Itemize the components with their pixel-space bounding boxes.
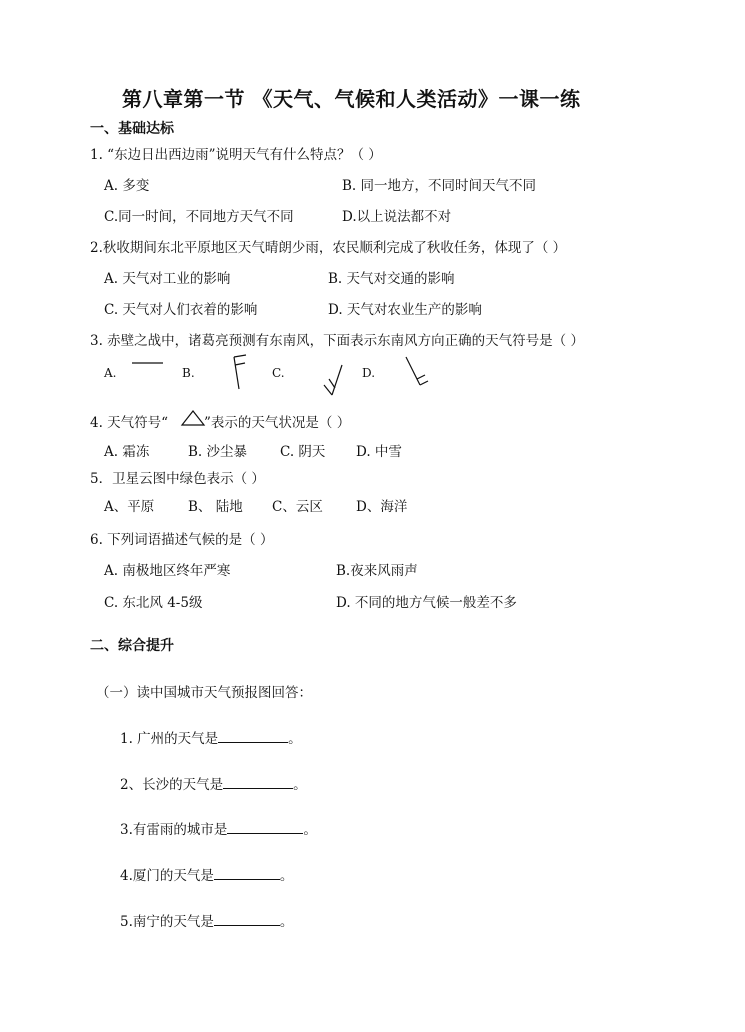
question-3-option-d: D. bbox=[362, 366, 376, 380]
question-3-option-c: C. bbox=[272, 366, 285, 380]
fill-in-item bbox=[120, 913, 293, 931]
section-heading-basic: 一、基础达标 bbox=[90, 121, 174, 137]
question-4-option-c: C. 阴天 bbox=[280, 444, 326, 460]
fill-in-end: 。 bbox=[303, 822, 317, 838]
fill-in-end: 。 bbox=[279, 914, 294, 930]
fill-in-end: 。 bbox=[279, 868, 294, 884]
triangle-weather-symbol-icon bbox=[180, 409, 206, 427]
question-6-stem: 6. 下列词语描述气候的是（ ） bbox=[90, 532, 274, 548]
part-1-instruction: （一）读中国城市天气预报图回答： bbox=[96, 685, 312, 701]
answer-blank[interactable] bbox=[214, 867, 280, 880]
answer-blank[interactable] bbox=[218, 730, 288, 743]
answer-blank[interactable] bbox=[214, 913, 280, 926]
question-5-stem: 5．卫星云图中绿色表示（ ） bbox=[90, 471, 265, 487]
question-4-option-b: B. 沙尘暴 bbox=[188, 444, 248, 460]
fill-in-item bbox=[120, 776, 307, 794]
section-heading-comprehensive: 二、综合提升 bbox=[90, 638, 174, 654]
wind-symbol-d-icon bbox=[402, 355, 432, 389]
fill-in-label: 4.厦门的天气是 bbox=[120, 868, 214, 884]
question-5-option-c: C、云区 bbox=[272, 499, 323, 515]
question-1-stem: 1. “东边日出西边雨”说明天气有什么特点？（ ） bbox=[90, 147, 382, 163]
fill-in-item bbox=[120, 821, 317, 839]
question-6-option-d: D. 不同的地方气候一般差不多 bbox=[336, 595, 517, 611]
fill-in-end: 。 bbox=[293, 777, 307, 793]
answer-blank[interactable] bbox=[223, 776, 293, 789]
question-4-stem-end: ”表示的天气状况是（ ） bbox=[204, 415, 351, 431]
question-6-option-c: C. 东北风 4-5级 bbox=[104, 595, 203, 611]
answer-blank[interactable] bbox=[227, 821, 303, 834]
fill-in-end: 。 bbox=[288, 731, 302, 747]
question-2-option-c: C. 天气对人们衣着的影响 bbox=[104, 302, 258, 318]
question-2-option-b: B. 天气对交通的影响 bbox=[328, 271, 455, 287]
question-3-option-b: B. bbox=[182, 366, 195, 380]
question-5-option-b: B、 陆地 bbox=[188, 499, 243, 515]
question-3-stem: 3. 赤壁之战中，诸葛亮预测有东南风，下面表示东南风方向正确的天气符号是（ ） bbox=[90, 333, 584, 349]
fill-in-item bbox=[120, 867, 293, 885]
question-1-option-d: D.以上说法都不对 bbox=[342, 209, 452, 225]
question-5-option-a: A、平原 bbox=[104, 499, 155, 515]
question-1-option-b: B. 同一地方，不同时间天气不同 bbox=[342, 178, 537, 194]
page-title: 第八章第一节 《天气、气候和人类活动》一课一练 bbox=[122, 87, 581, 111]
wind-symbol-a-icon bbox=[132, 360, 164, 368]
question-4-option-d: D. 中雪 bbox=[356, 444, 402, 460]
question-5-option-d: D、海洋 bbox=[356, 499, 408, 515]
question-6-option-b: B.夜来风雨声 bbox=[336, 563, 418, 579]
question-4-stem-start: 4. 天气符号“ bbox=[90, 415, 169, 431]
wind-symbol-c-icon bbox=[318, 363, 348, 399]
fill-in-item bbox=[120, 730, 302, 748]
fill-in-label: 3.有雷雨的城市是 bbox=[120, 822, 228, 838]
question-4-option-a: A. 霜冻 bbox=[104, 444, 150, 460]
question-1-option-c: C.同一时间，不同地方天气不同 bbox=[104, 209, 294, 225]
question-2-stem: 2.秋收期间东北平原地区天气晴朗少雨，农民顺利完成了秋收任务，体现了（ ） bbox=[90, 240, 567, 256]
question-2-option-d: D. 天气对农业生产的影响 bbox=[328, 302, 482, 318]
wind-symbol-b-icon bbox=[228, 355, 252, 391]
fill-in-label: 1. 广州的天气是 bbox=[120, 731, 219, 747]
fill-in-label: 5.南宁的天气是 bbox=[120, 914, 214, 930]
fill-in-label: 2、长沙的天气是 bbox=[120, 777, 224, 793]
question-3-option-a: A. bbox=[104, 366, 117, 380]
question-6-option-a: A. 南极地区终年严寒 bbox=[104, 563, 231, 579]
question-1-option-a: A. 多变 bbox=[104, 178, 150, 194]
question-2-option-a: A. 天气对工业的影响 bbox=[104, 271, 231, 287]
